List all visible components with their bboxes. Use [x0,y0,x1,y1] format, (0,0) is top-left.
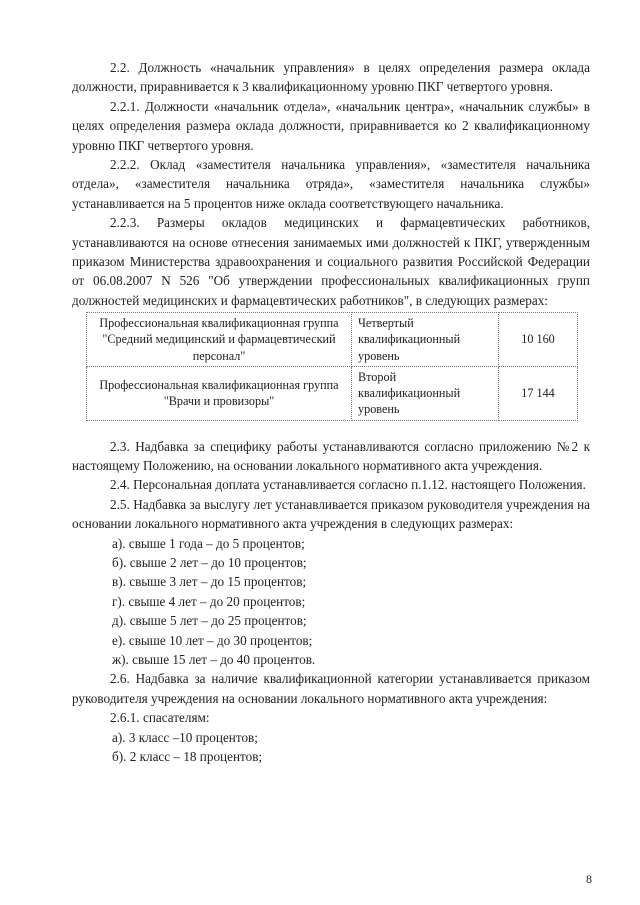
list-item: а). свыше 1 года – до 5 процентов; [112,535,305,551]
table-cell-level: Второй квалификационный уровень [352,366,499,420]
paragraph-2-2-2: 2.2.2. Оклад «заместителя начальника управления», «заместителя начальника отдела», «заместителя начальника отряда», «заместителя начальника службы» устанавливается на 5 процентов ниже оклада соответствующего начальника. [72,157,590,211]
rescuer-list [72,728,590,767]
table-cell-group: Профессиональная квалификационная группа "Врачи и провизоры" [87,366,352,420]
list-item: б). свыше 2 лет – до 10 процентов; [112,554,307,570]
table-row [87,313,578,367]
document-page [72,58,590,766]
list-item: б). 2 класс – 18 процентов; [112,749,263,764]
paragraph-2-5: 2.5. Надбавка за выслугу лет устанавливается приказом руководителя учреждения на основании локального нормативного акта учреждения в следующих размерах: [72,496,590,532]
table-cell-sum: 17 144 [499,366,578,420]
list-item: ж). свыше 15 лет – до 40 процентов. [112,651,316,667]
list-item: в). свыше 3 лет – до 15 процентов; [112,574,307,590]
paragraph-2-2: 2.2. Должность «начальник управления» в целях определения размера оклада должности, приравнивается к 3 квалификационному уровню ПКГ четвертого уровня. [72,60,590,95]
table-cell-group: Профессиональная квалификационная группа "Средний медицинский и фармацевтический персонал" [87,313,352,367]
page-number: 8 [586,872,592,886]
list-item: а). 3 класс –10 процентов; [112,729,258,745]
list-item: е). свыше 10 лет – до 30 процентов; [112,632,313,648]
salary-table [86,312,578,420]
list-item: д). свыше 5 лет – до 25 процентов; [112,613,307,629]
table-cell-sum: 10 160 [499,313,578,367]
paragraph-2-3: 2.3. Надбавка за специфику работы устанавливаются согласно приложению №2 к настоящему Положению, на основании локального нормативного акта учреждения. [72,438,590,473]
paragraph-2-6-1: 2.6.1. спасателям: [110,710,210,726]
seniority-list [72,534,590,670]
paragraph-2-6: 2.6. Надбавка за наличие квалификационной категории устанавливается приказом руководителя учреждения на основании локального нормативного акта учреждения: [72,671,590,706]
paragraph-2-2-3: 2.2.3. Размеры окладов медицинских и фармацевтических работников, устанавливаются на основе отнесения занимаемых ими должностей к ПКГ, утвержденным приказом Министерства здравоохранения и социального развития Российской Федерации от 06.08.2007 N 526 "Об утверждении профессиональных квалификационных групп должностей медицинских и фармацевтических работников", в следующих размерах: [72,215,590,308]
paragraph-2-2-1: 2.2.1. Должности «начальник отдела», «начальник центра», «начальник службы» в целях определения размера оклада должности, приравнивается ко 2 квалификационному уровню ПКГ четвертого уровня. [72,98,590,153]
table-cell-level: Четвертый квалификационный уровень [352,313,499,367]
list-item: г). свыше 4 лет – до 20 процентов; [112,593,306,609]
table-row [87,366,578,420]
paragraph-2-4: 2.4. Персональная доплата устанавливается согласно п.1.12. настоящего Положения. [110,477,586,493]
